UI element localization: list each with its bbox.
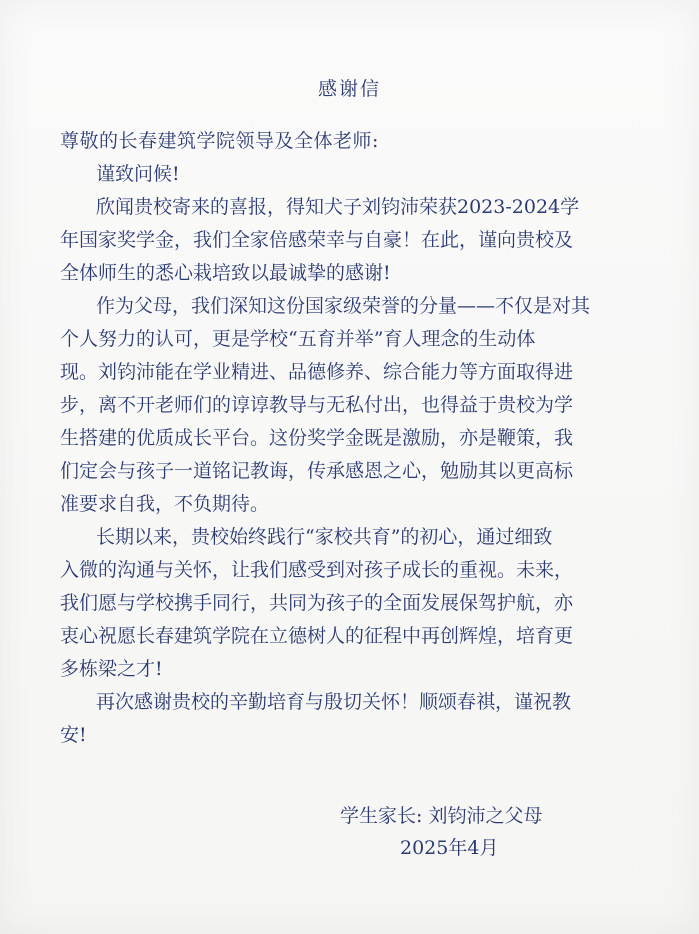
letter-date: 2025年4月 (400, 837, 499, 859)
paragraph-line: 长期以来，贵校始终践行“家校共育”的初心，通过细致 (96, 526, 553, 548)
paragraph-line: 个人努力的认可，更是学校“五育并举”育人理念的生动体 (60, 328, 536, 350)
letter-title: 感谢信 (317, 78, 381, 100)
paragraph-line: 衷心祝愿长春建筑学院在立德树人的征程中再创辉煌，培育更 (60, 625, 574, 647)
signature-block (340, 800, 640, 864)
greeting: 谨致问候! (96, 163, 180, 185)
paragraph-line: 我们愿与学校携手同行，共同为孩子的全面发展保驾护航，亦 (60, 592, 574, 614)
salutation: 尊敬的长春建筑学院领导及全体老师: (60, 130, 379, 152)
paragraph-line: 现。刘钧沛能在学业精进、品德修养、综合能力等方面取得进 (60, 361, 574, 383)
paragraph-line: 全体师生的悉心栽培致以最诚挚的感谢! (60, 262, 391, 284)
letter-body (60, 125, 645, 752)
paragraph-3 (60, 521, 645, 686)
paragraph-line: 步，离不开老师们的谆谆教导与无私付出，也得益于贵校为学 (60, 394, 574, 416)
paragraph-line: 再次感谢贵校的辛勤培育与殷切关怀！顺颂春祺，谨祝教 (96, 691, 572, 713)
paragraph-line: 入微的沟通与关怀，让我们感受到对孩子成长的重视。未来， (60, 559, 574, 581)
signature: 学生家长: 刘钧沛之父母 (340, 805, 543, 827)
paragraph-line: 作为父母，我们深知这份国家级荣誉的分量——不仅是对其 (96, 295, 591, 317)
paragraph-1 (60, 191, 645, 290)
paragraph-line: 准要求自我，不负期待。 (60, 493, 270, 515)
paragraph-line: 生搭建的优质成长平台。这份奖学金既是激励，亦是鞭策，我 (60, 427, 574, 449)
paragraph-line: 年国家奖学金，我们全家倍感荣幸与自豪！在此，谨向贵校及 (60, 229, 574, 251)
paragraph-line: 安! (60, 724, 87, 746)
paragraph-line: 多栋梁之才! (60, 658, 163, 680)
paragraph-4 (60, 686, 645, 752)
paragraph-line: 们定会与孩子一道铭记教诲，传承感恩之心，勉励其以更高标 (60, 460, 574, 482)
paragraph-line: 欣闻贵校寄来的喜报，得知犬子刘钧沛荣获2023-2024学 (96, 196, 580, 218)
paragraph-2 (60, 290, 645, 521)
